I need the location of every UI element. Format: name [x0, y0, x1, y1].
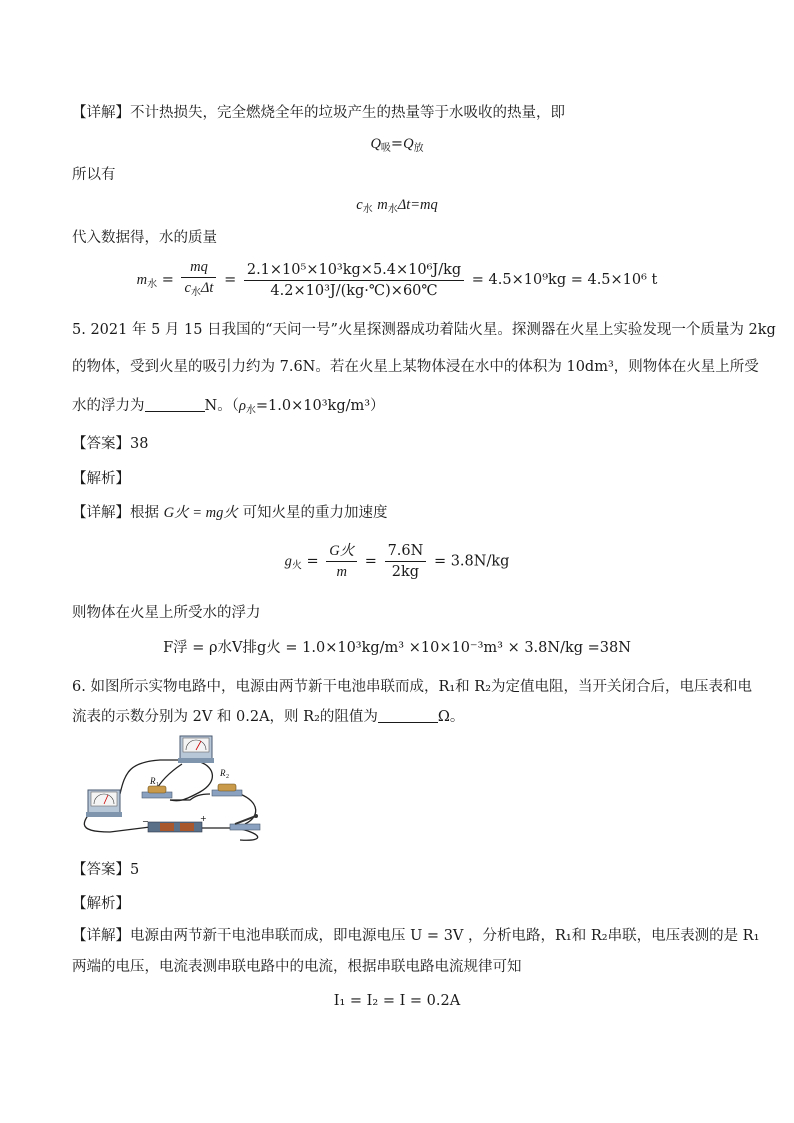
q6-line-2: 流表的示数分别为 2V 和 0.2A，则 R₂的阻值为 Ω。	[72, 709, 465, 725]
equation-current: I₁ = I₂ = I = 0.2A	[333, 993, 461, 1009]
fraction-numbers: $\frac{\text{2.1×10⁵×10³kg×5.4×10⁶J/kg}}{\text{4.2×10³J/(kg·℃)×60℃}}$	[244, 261, 464, 300]
equation-heat-balance: $Q_吸=Q_放$	[370, 136, 424, 154]
so-text: 所以有	[72, 167, 116, 183]
svg-text:2: 2	[226, 774, 229, 780]
circuit-figure	[70, 732, 270, 844]
q6-line-1: 6. 如图所示实物电路中，电源由两节新干电池串联而成，R₁和 R₂为定值电阻，当开关闭合后，电压表和电	[72, 679, 753, 695]
q5-answer: 【答案】38	[72, 436, 149, 452]
q6-detail-line-2: 两端的电压，电流表测串联电路中的电流，根据串联电路电流规律可知	[72, 959, 522, 975]
answer-blank	[145, 397, 205, 412]
q6-detail-line-1: 【详解】电源由两节新干电池串联而成，即电源电压 U = 3V ，分析电路，R₁和 R₂串联，电压表测的是 R₁	[72, 928, 760, 944]
q5-line-3: 水的浮力为 N。$(\rho_水=1.0\times 10^3kg/m^3)$	[72, 398, 385, 416]
svg-text:R: R	[150, 776, 156, 786]
q5-detail: 【详解】根据 G火 = mg火 可知火星的重力加速度	[72, 505, 388, 521]
q5-line-2: 的物体，受到火星的吸引力约为 7.6N。若在火星上某物体浸在水中的体积为 10dm³，则物体在火星上所受	[72, 359, 759, 375]
q6-answer: 【答案】5	[72, 862, 140, 878]
equation-water-mass: $m_水$ = $\frac{mq}{c_水\Delta t}$ = $\frac{\text{2.1×10⁵×10³kg×5.4×10⁶J/kg}}{\text{4.2×10³J/(kg·℃)×60℃}}$ = 4.5×10⁹kg = 4.5×10⁶ t	[0, 258, 794, 302]
equation-gravity-mars: $g_火$ = $\frac{\text{G火}}{m}$ = $\frac{7.6N}{2kg}$ = 3.8N/kg	[284, 543, 510, 580]
q5-then: 则物体在火星上所受水的浮力	[72, 605, 261, 621]
svg-text:R: R	[220, 768, 226, 778]
svg-text:1: 1	[156, 782, 159, 788]
q6-analysis: 【解析】	[72, 896, 130, 912]
answer-blank	[378, 708, 438, 723]
battery-pack	[142, 814, 207, 832]
detail-tag: 【详解】	[72, 105, 130, 121]
equation-cm-dt: $c_水$ $m_水\Delta t=mq$	[356, 197, 438, 215]
switch	[230, 814, 260, 830]
substitute-text: 代入数据得，水的质量	[72, 230, 217, 246]
detail-text: 不计热损失，完全燃烧全年的垃圾产生的热量等于水吸收的热量，即	[130, 105, 565, 121]
q5-analysis: 【解析】	[72, 471, 130, 487]
svg-text:+: +	[200, 814, 207, 823]
resistor-r1	[142, 776, 172, 798]
fraction-mq: $\frac{mq}{c_水\Delta t}$	[181, 258, 216, 302]
svg-text:−: −	[142, 817, 149, 826]
resistor-r2	[212, 768, 242, 796]
detail-paragraph-1	[72, 103, 565, 123]
equation-buoyancy: F浮 = ρ水V排g火 = 1.0×10³kg/m³ ×10×10⁻³m³ × 3.8N/kg =38N	[163, 640, 631, 656]
q5-line-1: 5. 2021 年 5 月 15 日我国的“天问一号”火星探测器成功着陆火星。探测器在火星上实验发现一个质量为 2kg	[72, 322, 776, 338]
ammeter	[86, 790, 122, 817]
voltmeter	[178, 736, 214, 763]
